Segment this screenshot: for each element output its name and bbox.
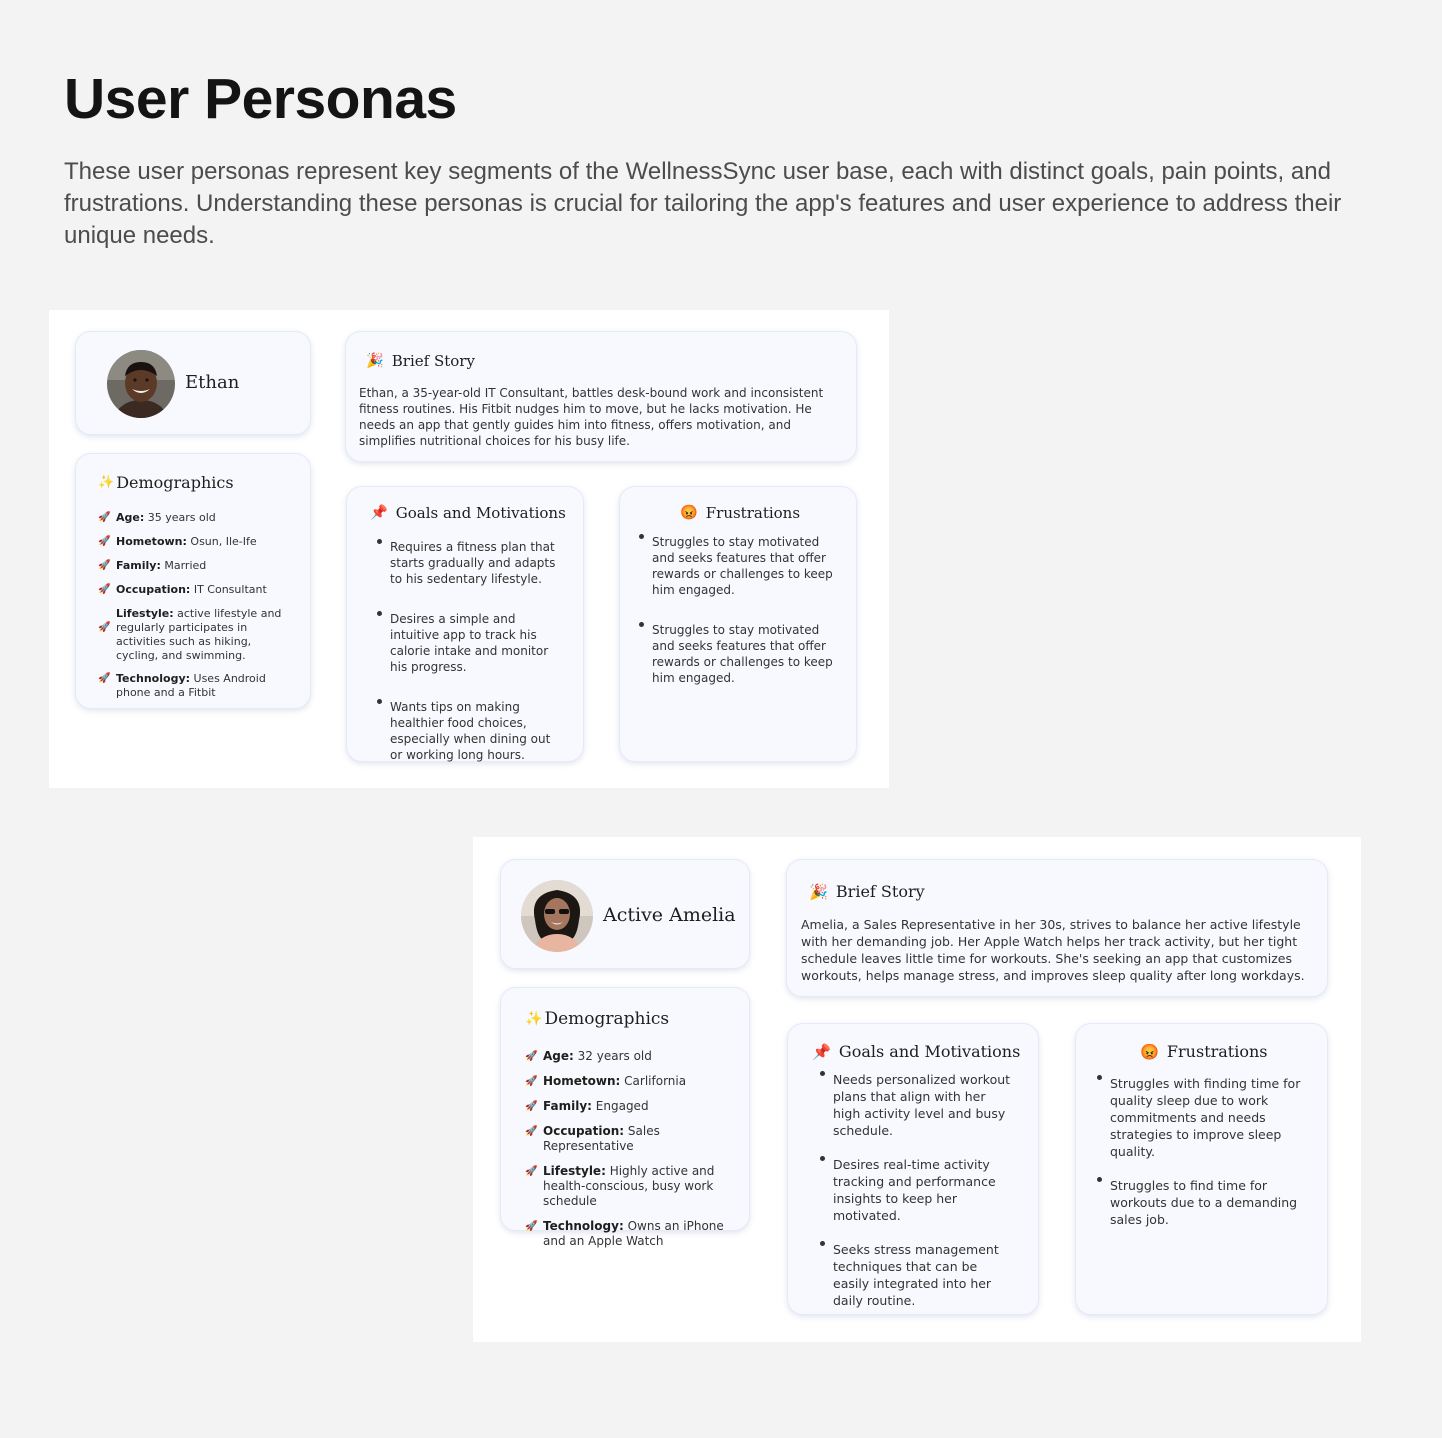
demographics-card [75, 453, 311, 709]
list-item: Requires a fitness plan that starts gradually and adapts to his sedentary lifestyle. [390, 539, 560, 587]
rocket-icon: 🚀 [98, 512, 111, 523]
goals-title-text: Goals and Motivations [838, 1042, 1021, 1061]
list-item: 🚀 Occupation: Sales Representative [525, 1124, 660, 1153]
list-item: 🚀 Age: 32 years old [525, 1049, 652, 1063]
brief-story-card [345, 331, 857, 462]
pushpin-icon: 📌 [370, 505, 388, 521]
list-item: Struggles to stay motivated and seeks features that offer rewards or challenges to keep him engaged. [652, 534, 838, 598]
list-item: 🚀 Occupation: IT Consultant [98, 583, 267, 596]
rocket-icon: 🚀 [525, 1126, 538, 1137]
list-item: Struggles to find time for workouts due to a demanding sales job. [1110, 1177, 1306, 1228]
rocket-icon: 🚀 [98, 560, 111, 571]
rocket-icon: 🚀 [525, 1221, 538, 1232]
list-item: Desires real-time activity tracking and performance insights to keep her motivated. [833, 1156, 1013, 1224]
party-popper-icon: 🎉 [366, 353, 384, 369]
pushpin-icon: 📌 [812, 1042, 831, 1061]
brief-story-title [366, 352, 475, 370]
list-item: 🚀 Lifestyle: Highly active and health-conscious, busy work schedule [525, 1164, 715, 1208]
sparkles-icon: ✨ [98, 475, 115, 490]
demographics-title-text: Demographics [544, 1009, 670, 1029]
demographics-list [525, 1049, 735, 1249]
demographics-title [525, 1009, 669, 1029]
profile-card [75, 331, 311, 435]
frustrations-title [1140, 1042, 1268, 1061]
list-item: Seeks stress management techniques that can be easily integrated into her daily routine. [833, 1241, 1013, 1309]
brief-story-text: Amelia, a Sales Representative in her 30s, strives to balance her active lifestyle with her demanding job. Her Apple Watch helps her track activity, but her tight schedule leaves little time for workouts. She's seeking an app that customizes workouts, helps manage stress, and improves sleep quality after long workdays. [801, 917, 1305, 983]
list-item: 🚀 Technology: Uses Android phone and a Fitbit [98, 672, 266, 699]
profile-card [500, 859, 750, 969]
sparkles-icon: ✨ [525, 1011, 543, 1027]
list-item: 🚀 Family: Engaged [525, 1099, 649, 1113]
list-item: 🚀 Hometown: Carlifornia [525, 1074, 687, 1088]
list-item: 🚀 Age: 35 years old [98, 511, 216, 524]
persona-name: Ethan [185, 372, 240, 393]
list-item: Needs personalized workout plans that align with her high activity level and busy schedule. [833, 1071, 1013, 1139]
brief-story-title-text: Brief Story [835, 882, 925, 901]
list-item: Desires a simple and intuitive app to track his calorie intake and monitor his progress. [390, 611, 560, 675]
page-title: User Personas [64, 67, 457, 131]
rocket-icon: 🚀 [525, 1051, 538, 1062]
demographics-list [98, 511, 288, 700]
frustrations-title [680, 504, 800, 522]
frustrations-card [619, 486, 857, 762]
goals-title [370, 504, 566, 522]
brief-story-card [786, 859, 1328, 997]
angry-face-icon: 😡 [680, 505, 698, 521]
list-item: 🚀 Lifestyle: active lifestyle and regularly participates in activities such as hiking, cycling, and swimming. [98, 607, 282, 662]
goals-card [787, 1023, 1039, 1315]
persona-board-ethan [49, 310, 889, 788]
goals-title-text: Goals and Motivations [395, 504, 566, 522]
demographics-title [98, 473, 234, 492]
brief-story-title-text: Brief Story [391, 352, 475, 370]
avatar [521, 880, 593, 952]
rocket-icon: 🚀 [525, 1166, 538, 1177]
angry-face-icon: 😡 [1140, 1042, 1159, 1061]
rocket-icon: 🚀 [98, 536, 111, 547]
rocket-icon: 🚀 [98, 673, 111, 684]
list-item: 🚀 Hometown: Osun, Ile-Ife [98, 535, 257, 548]
party-popper-icon: 🎉 [809, 882, 828, 901]
brief-story-title [809, 882, 925, 901]
goals-list [833, 1071, 1013, 1309]
frustrations-list [652, 534, 838, 686]
demographics-card [500, 987, 750, 1248]
page-intro: These user personas represent key segments of the WellnessSync user base, each with distinct goals, pain points, and frustrations. Understanding these personas is crucial for tailoring the app's features and user experience to address their unique needs. [64, 158, 1342, 249]
list-item: Wants tips on making healthier food choices, especially when dining out or working long hours. [390, 699, 560, 763]
list-item: 🚀 Family: Married [98, 559, 207, 572]
goals-title [812, 1042, 1020, 1061]
rocket-icon: 🚀 [525, 1101, 538, 1112]
list-item: Struggles to stay motivated and seeks features that offer rewards or challenges to keep him engaged. [652, 622, 838, 686]
demographics-title-text: Demographics [116, 473, 234, 492]
rocket-icon: 🚀 [98, 584, 111, 595]
avatar [107, 350, 175, 418]
list-item: 🚀 Technology: Owns an iPhone and an Apple Watch [525, 1219, 724, 1248]
frustrations-title-text: Frustrations [705, 504, 801, 522]
frustrations-title-text: Frustrations [1166, 1042, 1268, 1061]
rocket-icon: 🚀 [98, 622, 111, 633]
goals-card [346, 486, 584, 762]
persona-name: Active Amelia [603, 904, 736, 926]
brief-story-text: Ethan, a 35-year-old IT Consultant, battles desk-bound work and inconsistent fitness routines. His Fitbit nudges him to move, but he lacks motivation. He needs an app that gently guides him into fitness, offers motivation, and simplifies nutritional choices for his busy life. [359, 386, 824, 448]
goals-list [390, 539, 560, 763]
frustrations-card [1075, 1023, 1328, 1315]
rocket-icon: 🚀 [525, 1076, 538, 1087]
frustrations-list [1110, 1075, 1306, 1228]
list-item: Struggles with finding time for quality sleep due to work commitments and needs strategies to improve sleep quality. [1110, 1075, 1306, 1160]
persona-board-amelia [473, 837, 1361, 1342]
